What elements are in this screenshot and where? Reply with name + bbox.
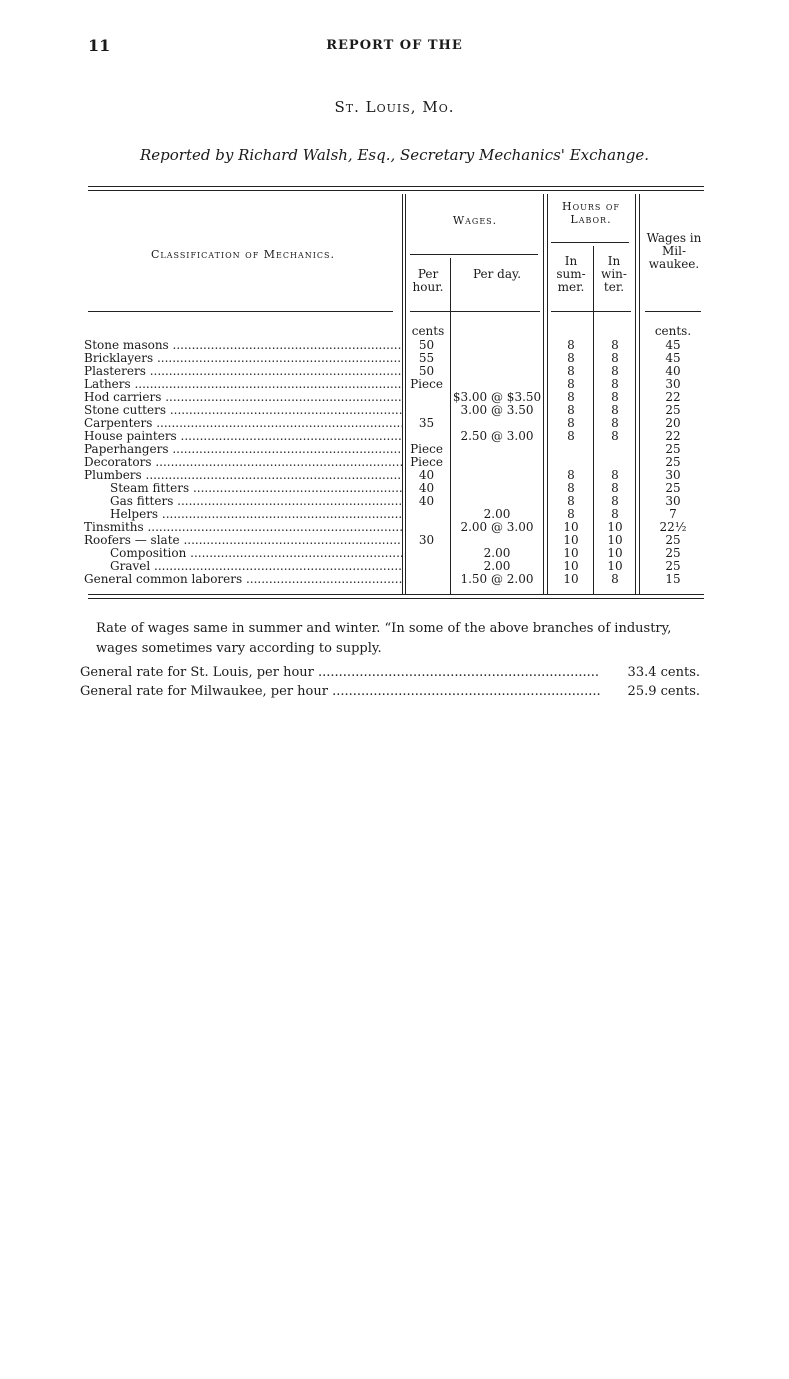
milwaukee-wage: 25	[665, 534, 681, 547]
header-per-hour: Per hour.	[412, 267, 444, 294]
milwaukee-wage: 30	[665, 378, 681, 391]
table-row	[0, 456, 789, 469]
winter-hours: 10	[607, 547, 623, 560]
summer-hours: 10	[563, 534, 579, 547]
winter-hours: 8	[611, 573, 619, 586]
table-row	[0, 365, 789, 378]
winter-hours: 8	[611, 469, 619, 482]
table-row	[0, 547, 789, 560]
milwaukee-wage: 25	[665, 547, 681, 560]
summer-hours: 8	[567, 469, 575, 482]
running-head: REPORT OF THE	[326, 38, 463, 53]
summer-hours: 8	[567, 482, 575, 495]
header-per-day: Per day.	[472, 267, 522, 281]
milwaukee-wage: 30	[665, 469, 681, 482]
header-wages-milwaukee: Wages in Mil-waukee.	[646, 231, 702, 271]
per-day-value: $3.00 @ $3.50	[452, 391, 542, 404]
winter-hours: 8	[611, 482, 619, 495]
page-number: 11	[88, 36, 111, 55]
table-bottom-rule	[88, 598, 704, 599]
per-day-value: 2.00 @ 3.00	[460, 521, 534, 534]
summer-hours: 10	[563, 521, 579, 534]
summer-hours: 8	[567, 417, 575, 430]
rate-value: 33.4 cents.	[627, 665, 700, 680]
per-hour-value: Piece	[410, 456, 443, 469]
per-day-value: 3.00 @ 3.50	[460, 404, 534, 417]
mechanic-name: Carpenters .....	[84, 417, 402, 430]
mechanic-name: Bricklayers .....	[84, 352, 402, 365]
mechanic-name: Paperhangers .....	[84, 443, 402, 456]
header-rule	[410, 254, 538, 255]
mechanic-name: Gas fitters .....	[110, 495, 402, 508]
table-row	[0, 417, 789, 430]
mechanic-name: Hod carriers .....	[84, 391, 402, 404]
header-rule	[551, 242, 629, 243]
unit-cents-milwaukee: cents.	[654, 324, 692, 338]
table-top-rule	[88, 186, 704, 187]
header-classification: Classification of Mechanics.	[150, 248, 336, 261]
mechanic-name: Lathers .....	[84, 378, 402, 391]
per-hour-value: 40	[418, 469, 435, 482]
table-row	[0, 521, 789, 534]
reported-by: Reported by Richard Walsh, Esq., Secretary Mechanics' Exchange.	[139, 146, 650, 164]
mechanic-name: Plasterers .....	[84, 365, 402, 378]
header-hours-of-labor: Hours of Labor.	[561, 200, 620, 226]
per-hour-value: 35	[418, 417, 435, 430]
footnote: Rate of wages same in summer and winter. “In some of the above branches of industry, wages sometimes vary according to supply.	[96, 621, 672, 656]
winter-hours: 8	[611, 404, 619, 417]
winter-hours: 8	[611, 508, 619, 521]
milwaukee-wage: 7	[669, 508, 677, 521]
milwaukee-wage: 22½	[659, 521, 687, 534]
winter-hours: 8	[611, 430, 619, 443]
summer-hours: 10	[563, 547, 579, 560]
mechanic-name: Composition .....	[110, 547, 402, 560]
table-row	[0, 378, 789, 391]
mechanic-name: Roofers — slate .....	[84, 534, 402, 547]
table-row	[0, 482, 789, 495]
milwaukee-wage: 30	[665, 495, 681, 508]
per-hour-value: 40	[418, 482, 435, 495]
table-row	[0, 391, 789, 404]
header-rule	[88, 311, 393, 312]
header-in-summer: In sum-mer.	[556, 254, 586, 294]
per-day-value: 2.00	[483, 547, 511, 560]
summer-hours: 8	[567, 430, 575, 443]
mechanic-name: Stone masons .....	[84, 339, 402, 352]
table-bottom-rule	[88, 594, 704, 595]
milwaukee-wage: 45	[665, 352, 681, 365]
milwaukee-wage: 22	[665, 391, 681, 404]
table-row	[0, 573, 789, 586]
per-hour-value: 50	[418, 365, 435, 378]
milwaukee-wage: 25	[665, 443, 681, 456]
milwaukee-wage: 15	[665, 573, 681, 586]
header-in-winter: In win-ter.	[601, 254, 627, 294]
mechanic-name: Gravel .....	[110, 560, 402, 573]
milwaukee-wage: 25	[665, 404, 681, 417]
per-hour-value: Piece	[410, 378, 443, 391]
mechanic-name: Stone cutters .....	[84, 404, 402, 417]
per-hour-value: 50	[418, 339, 435, 352]
winter-hours: 10	[607, 534, 623, 547]
summer-hours: 8	[567, 495, 575, 508]
table-row	[0, 404, 789, 417]
per-day-value: 2.50 @ 3.00	[460, 430, 534, 443]
summer-hours: 10	[563, 573, 579, 586]
table-row	[0, 469, 789, 482]
mechanic-name: Decorators .....	[84, 456, 402, 469]
milwaukee-wage: 40	[665, 365, 681, 378]
rate-value: 25.9 cents.	[627, 684, 700, 699]
section-title: St. Louis, Mo.	[334, 98, 455, 116]
table-body	[0, 339, 789, 586]
table-row	[0, 430, 789, 443]
table-row	[0, 339, 789, 352]
table-row	[0, 443, 789, 456]
winter-hours: 8	[611, 339, 619, 352]
summer-hours: 8	[567, 391, 575, 404]
winter-hours: 8	[611, 495, 619, 508]
per-hour-value: 55	[418, 352, 435, 365]
per-hour-value: Piece	[410, 443, 443, 456]
header-rule	[410, 311, 540, 312]
table-row	[0, 508, 789, 521]
mechanic-name: House painters .....	[84, 430, 402, 443]
summer-hours: 8	[567, 365, 575, 378]
table-row	[0, 560, 789, 573]
table-row	[0, 495, 789, 508]
per-day-value: 2.00	[483, 508, 511, 521]
per-hour-value: 40	[418, 495, 435, 508]
winter-hours: 10	[607, 560, 623, 573]
summer-hours: 8	[567, 352, 575, 365]
winter-hours: 8	[611, 391, 619, 404]
summer-hours: 8	[567, 508, 575, 521]
table-row	[0, 534, 789, 547]
mechanic-name: Plumbers .....	[84, 469, 402, 482]
header-rule	[551, 311, 631, 312]
rate-label: General rate for St. Louis, per hour .....	[80, 665, 600, 681]
winter-hours: 8	[611, 417, 619, 430]
winter-hours: 8	[611, 378, 619, 391]
mechanic-name: General common laborers .....	[84, 573, 402, 586]
summer-hours: 8	[567, 404, 575, 417]
per-day-value: 2.00	[483, 560, 511, 573]
summer-hours: 8	[567, 378, 575, 391]
milwaukee-wage: 20	[665, 417, 681, 430]
rate-label: General rate for Milwaukee, per hour .....	[80, 684, 600, 700]
summer-hours: 10	[563, 560, 579, 573]
winter-hours: 10	[607, 521, 623, 534]
milwaukee-wage: 25	[665, 482, 681, 495]
winter-hours: 8	[611, 352, 619, 365]
header-wages: Wages.	[452, 214, 498, 227]
header-rule	[645, 311, 701, 312]
milwaukee-wage: 25	[665, 560, 681, 573]
milwaukee-wage: 22	[665, 430, 681, 443]
per-hour-value: 30	[418, 534, 435, 547]
table-row	[0, 352, 789, 365]
per-day-value: 1.50 @ 2.00	[460, 573, 534, 586]
mechanic-name: Steam fitters .....	[110, 482, 402, 495]
milwaukee-wage: 45	[665, 339, 681, 352]
unit-cents: cents	[411, 324, 445, 338]
winter-hours: 8	[611, 365, 619, 378]
milwaukee-wage: 25	[665, 456, 681, 469]
mechanic-name: Helpers .....	[110, 508, 402, 521]
table-top-rule	[88, 190, 704, 191]
summer-hours: 8	[567, 339, 575, 352]
mechanic-name: Tinsmiths .....	[84, 521, 402, 534]
